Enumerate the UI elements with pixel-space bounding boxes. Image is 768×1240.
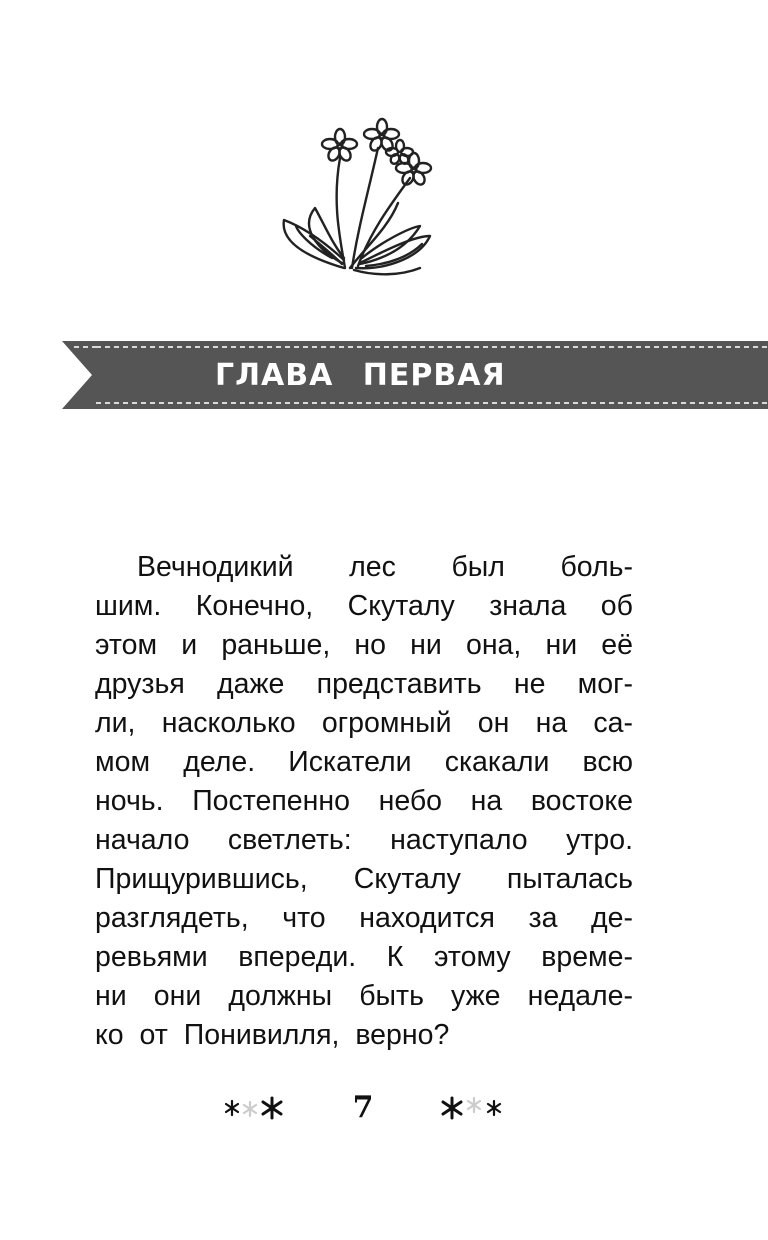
text-line: ко от Понивилля, верно? (95, 1019, 450, 1051)
text-line: ночь. Постепенно небо на востоке (95, 785, 633, 817)
chapter-body-text (95, 548, 633, 1055)
text-line: этом и раньше, но ни она, ни её (95, 629, 633, 661)
text-line: шим. Конечно, Скуталу знала об (95, 590, 633, 622)
flower-ornament-icon (270, 108, 445, 283)
star-icon (438, 1092, 508, 1124)
page-footer (220, 1088, 520, 1128)
text-line: мом деле. Искатели скакали всю (95, 746, 633, 778)
star-icon (220, 1092, 290, 1124)
text-line: друзья даже представить не мог- (95, 668, 633, 700)
text-line: ли, насколько огромный он на са- (95, 707, 633, 739)
text-line: Вечнодикий лес был боль- (137, 551, 633, 583)
chapter-title: ГЛАВА ПЕРВАЯ (215, 358, 506, 393)
text-line: Прищурившись, Скуталу пыталась (95, 863, 633, 895)
text-line: ревьями впереди. К этому време- (95, 941, 633, 973)
text-line: ни они должны быть уже недале- (95, 980, 633, 1012)
text-line: начало светлеть: наступало утро. (95, 824, 633, 856)
text-line: разглядеть, что находится за де- (95, 902, 633, 934)
page-number: 7 (352, 1090, 374, 1125)
